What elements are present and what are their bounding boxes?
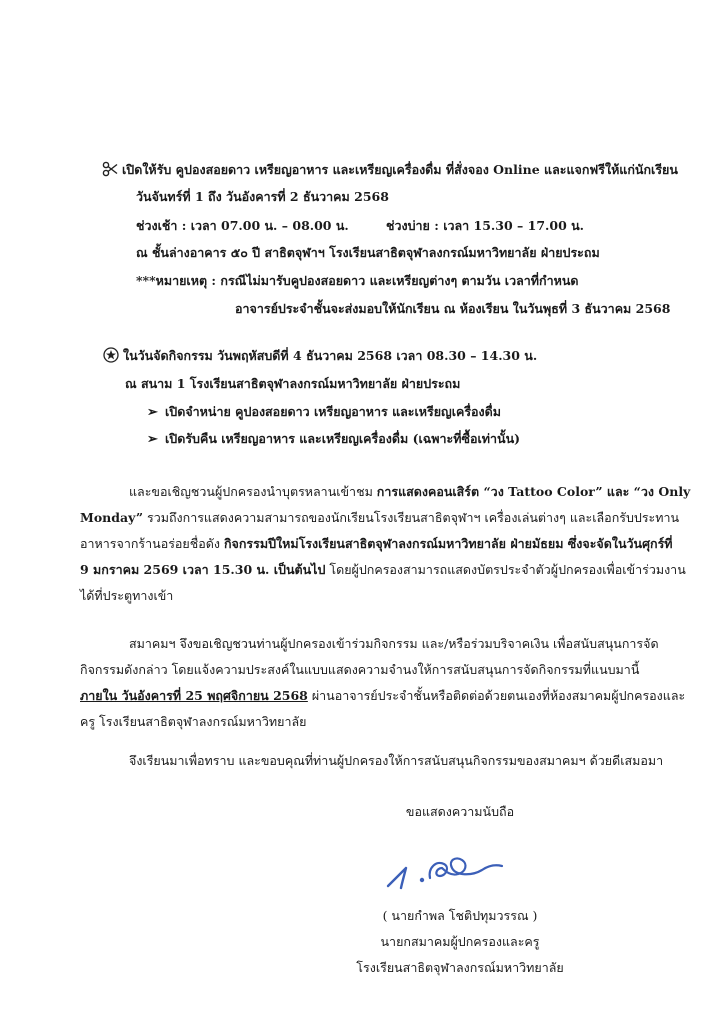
closing-line: จึงเรียนมาเพื่อทราบ และขอบคุณที่ท่านผู้ปกครองให้การสนับสนุนกิจกรรมของสมาคมฯ ด้วยดีเสมอมา [129, 753, 664, 768]
section1-location: ณ ชั้นล่างอาคาร ๕๐ ปี สาธิตจุฬาฯ โรงเรียนสาธิตจุฬาลงกรณ์มหาวิทยาลัย ฝ่ายประถม [136, 245, 600, 260]
para1-line1: และขอเชิญชวนผู้ปกครองนำบุตรหลานเข้าชม การแสดงคอนเสิร์ต “วง Tattoo Color” และ “วง Only [129, 484, 691, 499]
para2-line3: ภายใน วันอังคารที่ 25 พฤศจิกายน 2568 ผ่านอาจารย์ประจำชั้นหรือติดต่อด้วยตนเองที่ห้องสมาคมผู้ปกครองและ [80, 688, 686, 703]
star-circle-icon [103, 347, 119, 363]
section1-line1: เปิดให้รับ คูปองสอยดาว เหรียญอาหาร และเหรียญเครื่องดื่ม ที่สั่งจอง Online และแจกฟรีให้แก่นักเรียน [102, 161, 678, 178]
section1-morning-time: ช่วงเช้า : เวลา 07.00 น. – 08.00 น. [136, 218, 349, 233]
para1-line4: 9 มกราคม 2569 เวลา 15.30 น. เป็นต้นไป โดยผู้ปกครองสามารถแสดงบัตรประจำตัวผู้ปกครองเพื่อเข้าร่วมงาน [80, 562, 686, 577]
section2-bullet-2: ➢ เปิดรับคืน เหรียญอาหาร และเหรียญเครื่องดื่ม (เฉพาะที่ซื้อเท่านั้น) [147, 431, 521, 447]
section1-note-line1: ***หมายเหตุ : กรณีไม่มารับคูปองสอยดาว และเหรียญต่างๆ ตามวัน เวลาที่กำหนด [136, 273, 579, 288]
section2-line1: ในวันจัดกิจกรรม วันพฤหัสบดีที่ 4 ธันวาคม 2568 เวลา 08.30 – 14.30 น. [103, 347, 537, 364]
arrow-right-icon: ➢ [147, 432, 158, 447]
section2-bullet-1: ➢ เปิดจำหน่าย คูปองสอยดาว เหรียญอาหาร และเหรียญเครื่องดื่ม [147, 404, 502, 420]
section1-afternoon-time: ช่วงบ่าย : เวลา 15.30 – 17.00 น. [386, 218, 585, 233]
para2-line2: กิจกรรมดังกล่าว โดยแจ้งความประสงค์ในแบบแสดงความจำนงให้การสนับสนุนการจัดกิจกรรมที่แนบมานี้ [80, 662, 640, 677]
para2-line1: สมาคมฯ จึงขอเชิญชวนท่านผู้ปกครองเข้าร่วมกิจกรรม และ/หรือร่วมบริจาคเงิน เพื่อสนับสนุนการจัด [129, 636, 659, 651]
scissors-icon [102, 161, 118, 177]
section2-location: ณ สนาม 1 โรงเรียนสาธิตจุฬาลงกรณ์มหาวิทยาลัย ฝ่ายประถม [125, 376, 461, 391]
signer-organization: โรงเรียนสาธิตจุฬาลงกรณ์มหาวิทยาลัย [356, 960, 564, 975]
para1-line5: ได้ที่ประตูทางเข้า [80, 588, 174, 603]
handwritten-signature [382, 850, 512, 898]
arrow-right-icon: ➢ [147, 405, 158, 420]
para1-line3: อาหารจากร้านอร่อยชื่อดัง กิจกรรมปีใหม่โรงเรียนสาธิตจุฬาลงกรณ์มหาวิทยาลัย ฝ่ายมัธยม ซึ่งจะจัดในวันศุกร์ที่ [80, 536, 673, 551]
para2-line4: ครู โรงเรียนสาธิตจุฬาลงกรณ์มหาวิทยาลัย [80, 714, 307, 729]
regards-text: ขอแสดงความนับถือ [405, 804, 515, 819]
signer-title: นายกสมาคมผู้ปกครองและครู [380, 934, 540, 949]
signer-name: ( นายกำพล โชติปทุมวรรณ ) [382, 908, 538, 923]
section1-note-line2: อาจารย์ประจำชั้นจะส่งมอบให้นักเรียน ณ ห้องเรียน ในวันพุธที่ 3 ธันวาคม 2568 [235, 301, 671, 316]
para1-line2: Monday” รวมถึงการแสดงความสามารถของนักเรียนโรงเรียนสาธิตจุฬาฯ เครื่องเล่นต่างๆ และเลือกรับประทาน [80, 510, 680, 525]
section1-date-range: วันจันทร์ที่ 1 ถึง วันอังคารที่ 2 ธันวาคม 2568 [136, 189, 389, 204]
